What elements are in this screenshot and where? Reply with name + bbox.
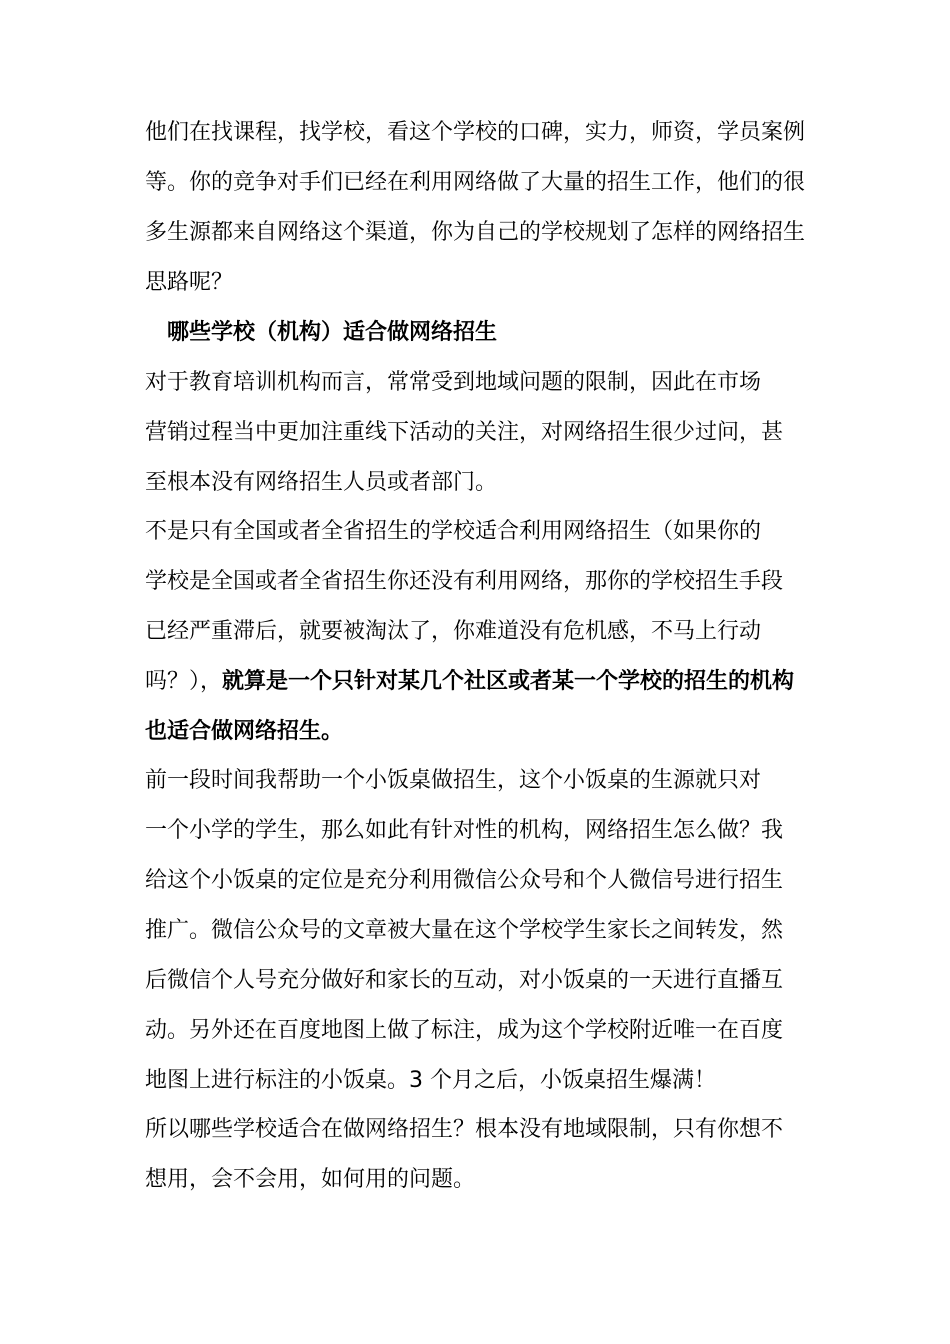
text-line: 给这个小饭桌的定位是充分利用微信公众号和个人微信号进行招生 (145, 868, 784, 893)
text-line: 想用，会不会用，如何用的问题。 (145, 1167, 476, 1192)
paragraph-intro (145, 108, 810, 308)
text-line: 他们在找课程，找学校，看这个学校的口碑，实力，师资，学员案例 (145, 120, 806, 145)
text-line: 对于教育培训机构而言，常常受到地域问题的限制，因此在市场 (145, 370, 762, 395)
text-line: 多生源都来自网络这个渠道，你为自己的学校规划了怎样的网络招生 (145, 220, 806, 245)
text-line (145, 657, 810, 707)
text-line: 一个小学的学生，那么如此有针对性的机构，网络招生怎么做？我 (145, 818, 784, 843)
text-emphasis-line: 也适合做网络招生。 (145, 719, 344, 744)
paragraph-conclusion (145, 1105, 810, 1205)
paragraph-region-limits (145, 358, 810, 508)
text-line: 后微信个人号充分做好和家长的互动，对小饭桌的一天进行直播互 (145, 968, 784, 993)
text-line: 推广。微信公众号的文章被大量在这个学校学生家长之间转发，然 (145, 918, 784, 943)
paragraph-case-study (145, 756, 810, 1106)
text-line: 营销过程当中更加注重线下活动的关注，对网络招生很少过问，甚 (145, 420, 784, 445)
text-line: 不是只有全国或者全省招生的学校适合利用网络招生（如果你的 (145, 519, 762, 544)
text-line: 已经严重滞后，就要被淘汰了，你难道没有危机感，不马上行动 (145, 619, 762, 644)
text-line: 前一段时间我帮助一个小饭桌做招生，这个小饭桌的生源就只对 (145, 768, 762, 793)
text-line: 地图上进行标注的小饭桌。3 个月之后，小饭桌招生爆满！ (145, 1068, 716, 1093)
text-line: 所以哪些学校适合在做网络招生？根本没有地域限制，只有你想不 (145, 1117, 784, 1142)
text-emphasis: 就算是一个只针对某几个社区或者某一个学校的招生的机构 (222, 669, 795, 694)
text-line: 等。你的竞争对手们已经在利用网络做了大量的招生工作，他们的很 (145, 170, 806, 195)
text-normal: 吗？）， (145, 669, 223, 694)
text-line: 至根本没有网络招生人员或者部门。 (145, 470, 498, 495)
text-line: 动。另外还在百度地图上做了标注，成为这个学校附近唯一在百度 (145, 1018, 784, 1043)
text-line: 思路呢？ (145, 270, 234, 295)
section-heading: 哪些学校（机构）适合做网络招生 (167, 320, 498, 345)
paragraph-not-only-national (145, 507, 810, 757)
text-line: 学校是全国或者全省招生你还没有利用网络，那你的学校招生手段 (145, 569, 784, 594)
